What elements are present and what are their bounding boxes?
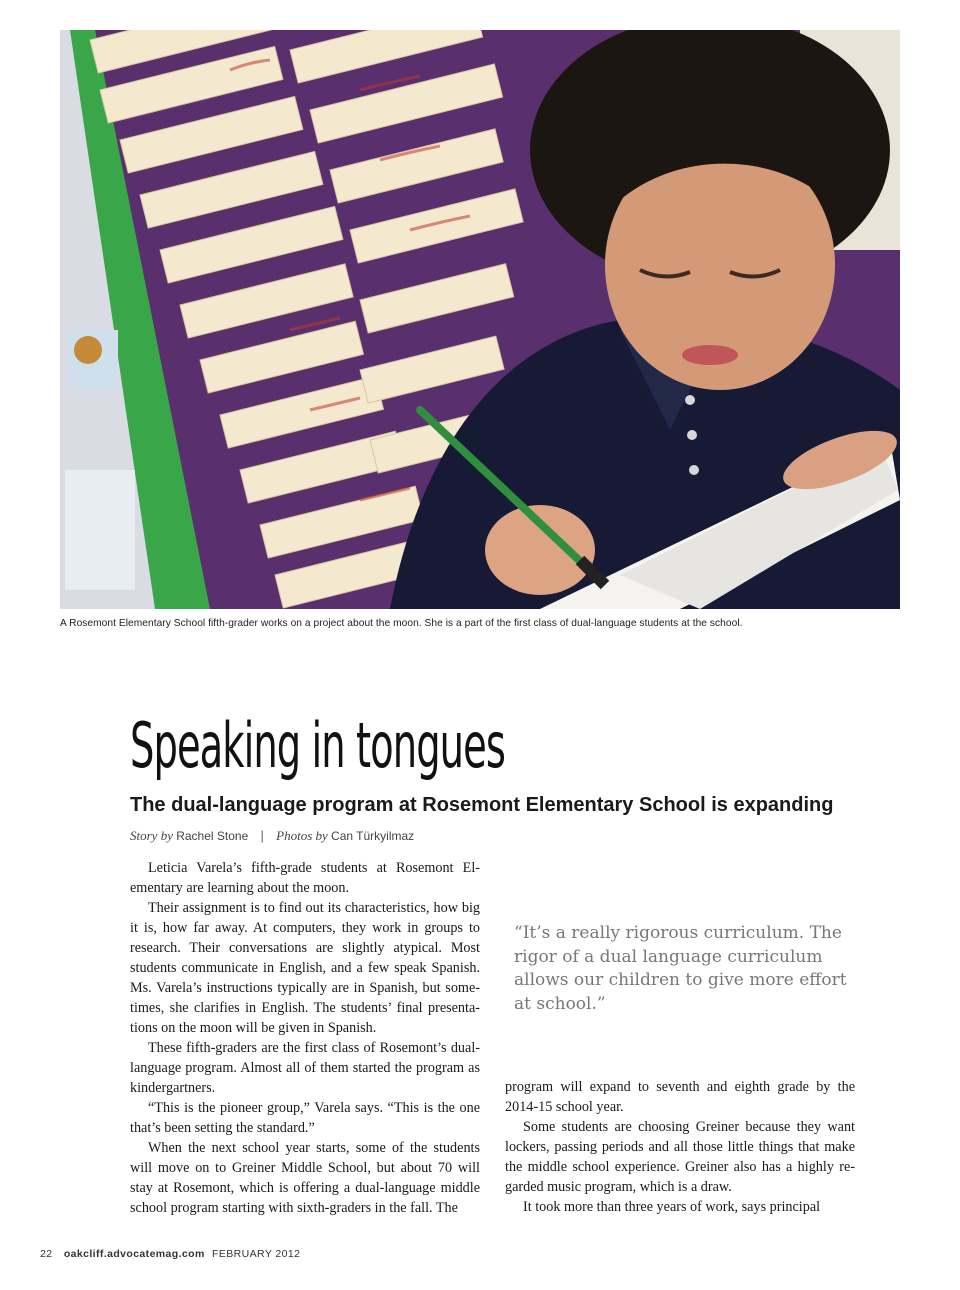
photo-caption: A Rosemont Elementary School fifth-grader works on a project about the moon. She is a part of the first class of dual-language students at the school. <box>60 618 743 629</box>
article-photo <box>60 30 900 609</box>
issue-date: FEBRUARY 2012 <box>212 1248 301 1260</box>
pull-quote: “It’s a really rigorous curriculum. The rigor of a dual language curriculum allows our children to give more effort at school.” <box>514 923 847 1014</box>
article-column-2 <box>505 1077 855 1217</box>
paragraph: These fifth-graders are the first class of Rosemont’s dual-language program. Almost all of them started the program as kindergartners. <box>130 1040 480 1096</box>
photo-label: Photos by <box>276 828 328 843</box>
page-footer <box>40 1248 300 1260</box>
paragraph: program will expand to seventh and eighth grade by the 2014-15 school year. <box>505 1079 855 1115</box>
paragraph: Some students are choosing Greiner because they want lockers, passing periods and all those little things that make the middle school experience. Greiner also has a highly regarded music program, which is a draw. <box>505 1119 855 1195</box>
story-author: Rachel Stone <box>176 829 249 843</box>
article-column-1 <box>130 858 480 1218</box>
paragraph: It took more than three years of work, says principal <box>523 1199 821 1215</box>
paragraph: “This is the pioneer group,” Varela says. “This is the one that’s been setting the standard.” <box>130 1100 480 1136</box>
byline <box>130 828 414 844</box>
story-label: Story by <box>130 828 173 843</box>
page-number: 22 <box>40 1248 53 1260</box>
website-link[interactable]: oakcliff.advocatemag.com <box>63 1248 205 1260</box>
byline-separator: | <box>260 828 264 843</box>
article-subhead: The dual-language program at Rosemont Elementary School is expanding <box>130 794 834 816</box>
article-headline: Speaking in tongues <box>130 709 505 782</box>
paragraph: Their assignment is to find out its characteristics, how big it is, how far away. At computers, they work in groups to research. Their conversations are slightly atypical. Most students communicate in English, and a few speak Spanish. Ms. Varela’s instructions typically are in Spanish, but sometimes, she clarifies in English. The students’ final presentations on the moon will be given in Spanish. <box>130 900 480 1036</box>
paragraph: When the next school year starts, some of the students will move on to Greiner Middle School, but about 70 will stay at Rosemont, which is offering a dual-language middle school program starting with sixth-graders in the fall. The <box>130 1140 480 1216</box>
photo-author: Can Türkyilmaz <box>331 829 415 843</box>
paragraph: Leticia Varela’s fifth-grade students at Rosemont Elementary are learning about the moon. <box>130 860 480 896</box>
